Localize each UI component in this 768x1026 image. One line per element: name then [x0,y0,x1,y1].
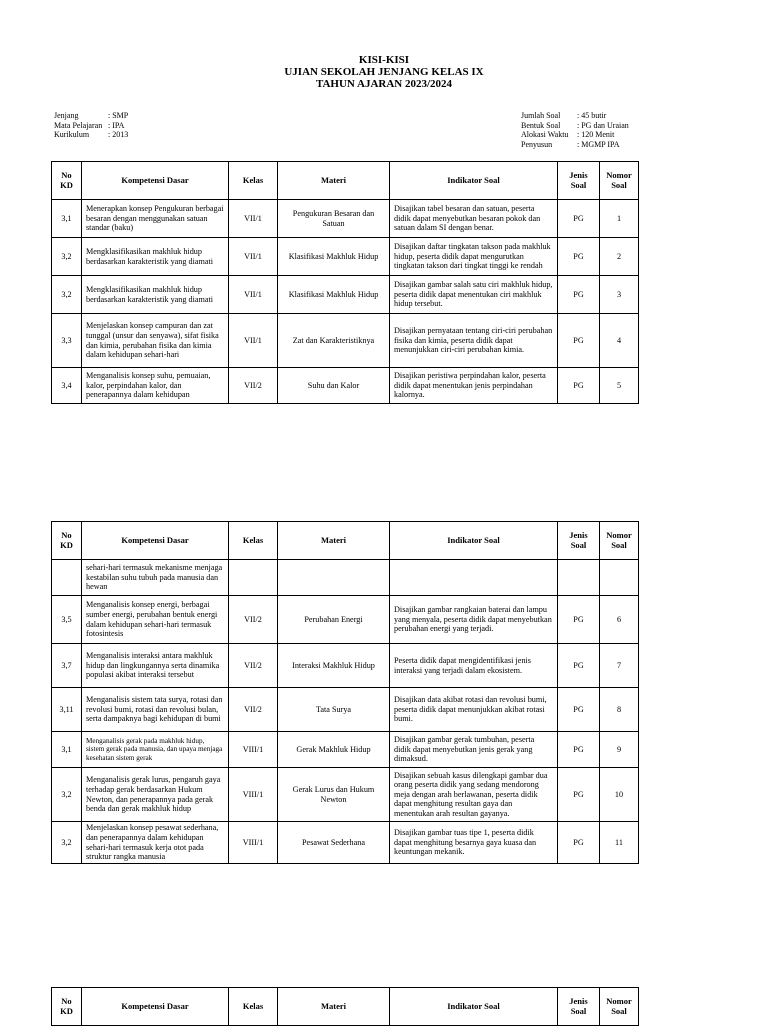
cell-nomor-soal: 9 [600,732,639,768]
cell-kelas [229,560,278,596]
cell-materi: Klasifikasi Makhluk Hidup [278,238,390,276]
cell-no-kd: 3,2 [52,822,82,864]
header-materi: Materi [278,522,390,560]
cell-indikator-soal: Disajikan gambar tuas tipe 1, peserta didik dapat menghitung besarnya gaya kuasa dan keuntungan mekanik. [390,822,558,864]
header-indikator-soal: Indikator Soal [390,988,558,1026]
cell-materi: Tata Surya [278,688,390,732]
title-line-1: KISI-KISI [358,54,410,66]
info-right [521,111,629,149]
table-row [52,596,639,644]
cell-kelas: VIII/1 [229,732,278,768]
cell-kompetensi-dasar: Menganalisis interaksi antara makhluk hidup dan lingkungannya serta dinamika populasi akibat interaksi tersebut [82,644,229,688]
info-penyusun: Penyusun : MGMP IPA [521,139,620,149]
cell-kompetensi-dasar: Menganalisis konsep suhu, pemuaian, kalor, perpindahan kalor, dan penerapannya dalam kehidupan [82,368,229,404]
cell-materi: Pesawat Sederhana [278,822,390,864]
cell-kelas: VII/1 [229,238,278,276]
cell-kelas: VII/2 [229,644,278,688]
header-no-kd: No KD [52,522,82,560]
cell-no-kd: 3,11 [52,688,82,732]
header-jenis-soal: Jenis Soal [558,988,600,1026]
cell-jenis-soal: PG [558,368,600,404]
cell-materi: Gerak Makhluk Hidup [278,732,390,768]
cell-kompetensi-dasar: Menjelaskan konsep pesawat sederhana, dan penerapannya dalam kehidupan sehari-hari termasuk kerja otot pada struktur rangka manusia [82,822,229,864]
header-kompetensi-dasar: Kompetensi Dasar [82,988,229,1026]
cell-materi: Gerak Lurus dan Hukum Newton [278,768,390,822]
cell-no-kd [52,560,82,596]
cell-indikator-soal: Disajikan daftar tingkatan takson pada makhluk hidup, peserta didik dapat mengurutkan tingkatan takson dari tingkat tinggi ke rendah [390,238,558,276]
cell-nomor-soal: 3 [600,276,639,314]
info-left [54,111,128,140]
cell-kompetensi-dasar: Mengklasifikasikan makhluk hidup berdasarkan karakteristik yang diamati [82,238,229,276]
document-title [0,54,768,90]
table-row [52,768,639,822]
cell-nomor-soal: 1 [600,200,639,238]
cell-indikator-soal: Disajikan data akibat rotasi dan revolusi bumi, peserta didik dapat menunjukkan akibat rotasi bumi. [390,688,558,732]
cell-indikator-soal [390,560,558,596]
cell-indikator-soal: Peserta didik dapat mengidentifikasi jenis interaksi yang terjadi dalam ekosistem. [390,644,558,688]
cell-jenis-soal: PG [558,276,600,314]
table-row [52,688,639,732]
cell-materi: Pengukuran Besaran dan Satuan [278,200,390,238]
kisi-table-3 [51,987,639,1026]
cell-kelas: VII/2 [229,596,278,644]
cell-jenis-soal: PG [558,200,600,238]
cell-kelas: VII/2 [229,368,278,404]
info-jenjang: Jenjang : SMP [54,111,129,120]
cell-jenis-soal [558,560,600,596]
table-row [52,314,639,368]
cell-nomor-soal: 6 [600,596,639,644]
cell-no-kd: 3,2 [52,276,82,314]
table-row [52,238,639,276]
cell-kompetensi-dasar: Menganalisis sistem tata surya, rotasi dan revolusi bumi, rotasi dan revolusi bulan, serta dampaknya bagi kehidupan di bumi [82,688,229,732]
cell-kompetensi-dasar: Mengklasifikasikan makhluk hidup berdasarkan karakteristik yang diamati [82,276,229,314]
cell-no-kd: 3,1 [52,732,82,768]
table-row [52,368,639,404]
cell-kelas: VII/1 [229,200,278,238]
info-mata-pelajaran: Mata Pelajaran : IPA [54,120,125,130]
cell-materi: Interaksi Makhluk Hidup [278,644,390,688]
cell-indikator-soal: Disajikan tabel besaran dan satuan, peserta didik dapat menyebutkan besaran pokok dan satuan dalam SI dengan benar. [390,200,558,238]
title-line-3: TAHUN AJARAN 2023/2024 [315,78,453,90]
header-materi: Materi [278,162,390,200]
cell-kelas: VII/1 [229,314,278,368]
cell-nomor-soal: 8 [600,688,639,732]
cell-kelas: VIII/1 [229,822,278,864]
cell-nomor-soal: 7 [600,644,639,688]
info-alokasi-waktu: Alokasi Waktu : 120 Menit [521,130,615,139]
header-no-kd: No KD [52,988,82,1026]
cell-indikator-soal: Disajikan gambar gerak tumbuhan, peserta didik dapat menyebutkan jenis gerak yang dimaksud. [390,732,558,768]
table-header-row [52,988,639,1026]
cell-no-kd: 3,2 [52,768,82,822]
cell-jenis-soal: PG [558,314,600,368]
cell-kompetensi-dasar: Menganalisis gerak pada makhluk hidup, sistem gerak pada manusia, dan upaya menjaga kesehatan sistem gerak [82,732,229,768]
cell-indikator-soal: Disajikan gambar salah satu ciri makhluk hidup, peserta didik dapat menentukan ciri makhluk hidup tersebut. [390,276,558,314]
header-nomor-soal: Nomor Soal [600,162,639,200]
cell-jenis-soal: PG [558,732,600,768]
header-kelas: Kelas [229,522,278,560]
cell-nomor-soal: 11 [600,822,639,864]
header-no-kd: No KD [52,162,82,200]
cell-kelas: VII/1 [229,276,278,314]
cell-jenis-soal: PG [558,822,600,864]
kisi-table-2 [51,521,639,864]
header-jenis-soal: Jenis Soal [558,162,600,200]
cell-materi: Zat dan Karakteristiknya [278,314,390,368]
table-row [52,822,639,864]
info-jumlah-soal: Jumlah Soal : 45 butir [521,111,607,120]
info-bentuk-soal: Bentuk Soal : PG dan Uraian [521,120,629,130]
header-kompetensi-dasar: Kompetensi Dasar [82,522,229,560]
cell-materi: Suhu dan Kalor [278,368,390,404]
cell-kompetensi-dasar: Menganalisis konsep energi, berbagai sumber energi, perubahan bentuk energi dalam kehidupan sehari-hari termasuk fotosintesis [82,596,229,644]
cell-kompetensi-dasar: Menjelaskan konsep campuran dan zat tunggal (unsur dan senyawa), sifat fisika dan kimia, perubahan fisika dan kimia dalam kehidupan sehari-hari [82,314,229,368]
cell-indikator-soal: Disajikan gambar rangkaian baterai dan lampu yang menyala, peserta didik dapat menyebutkan perubahan energi yang terjadi. [390,596,558,644]
header-jenis-soal: Jenis Soal [558,522,600,560]
cell-indikator-soal: Disajikan peristiwa perpindahan kalor, peserta didik dapat menentukan jenis perpindahan kalornya. [390,368,558,404]
table-row [52,732,639,768]
info-kurikulum: Kurikulum : 2013 [54,130,129,139]
header-nomor-soal: Nomor Soal [600,988,639,1026]
cell-jenis-soal: PG [558,238,600,276]
cell-no-kd: 3,3 [52,314,82,368]
header-indikator-soal: Indikator Soal [390,162,558,200]
table-row [52,200,639,238]
cell-kompetensi-dasar: sehari-hari termasuk mekanisme menjaga kestabilan suhu tubuh pada manusia dan hewan [82,560,229,596]
table-header-row [52,162,639,200]
table-header-row [52,522,639,560]
cell-kelas: VII/2 [229,688,278,732]
header-kompetensi-dasar: Kompetensi Dasar [82,162,229,200]
header-materi: Materi [278,988,390,1026]
cell-nomor-soal: 2 [600,238,639,276]
cell-no-kd: 3,7 [52,644,82,688]
cell-kompetensi-dasar: Menganalisis gerak lurus, pengaruh gaya terhadap gerak berdasarkan Hukum Newton, dan penerapannya pada gerak benda dan gerak makhluk hidup [82,768,229,822]
cell-kelas: VIII/1 [229,768,278,822]
cell-indikator-soal: Disajikan pernyataan tentang ciri-ciri perubahan fisika dan kimia, peserta didik dapat menunjukkan ciri-ciri perubahan kimia. [390,314,558,368]
cell-materi: Klasifikasi Makhluk Hidup [278,276,390,314]
cell-nomor-soal: 4 [600,314,639,368]
table-row [52,560,639,596]
kisi-table-1 [51,161,639,404]
table-row [52,644,639,688]
cell-kompetensi-dasar: Menerapkan konsep Pengukuran berbagai besaran dengan menggunakan satuan standar (baku) [82,200,229,238]
cell-no-kd: 3,1 [52,200,82,238]
cell-no-kd: 3,4 [52,368,82,404]
cell-indikator-soal: Disajikan sebuah kasus dilengkapi gambar dua orang peserta didik yang sedang mendorong meja dengan arah berlawanan, peserta didik dapat menghitung resultan gaya dan menentukan arah resultan gayanya. [390,768,558,822]
header-kelas: Kelas [229,162,278,200]
cell-jenis-soal: PG [558,644,600,688]
header-kelas: Kelas [229,988,278,1026]
cell-materi [278,560,390,596]
title-line-2: UJIAN SEKOLAH JENJANG KELAS IX [284,66,484,78]
cell-jenis-soal: PG [558,596,600,644]
cell-materi: Perubahan Energi [278,596,390,644]
header-nomor-soal: Nomor Soal [600,522,639,560]
cell-nomor-soal [600,560,639,596]
header-indikator-soal: Indikator Soal [390,522,558,560]
cell-no-kd: 3,2 [52,238,82,276]
cell-nomor-soal: 10 [600,768,639,822]
cell-nomor-soal: 5 [600,368,639,404]
cell-jenis-soal: PG [558,768,600,822]
table-row [52,276,639,314]
cell-no-kd: 3,5 [52,596,82,644]
cell-jenis-soal: PG [558,688,600,732]
